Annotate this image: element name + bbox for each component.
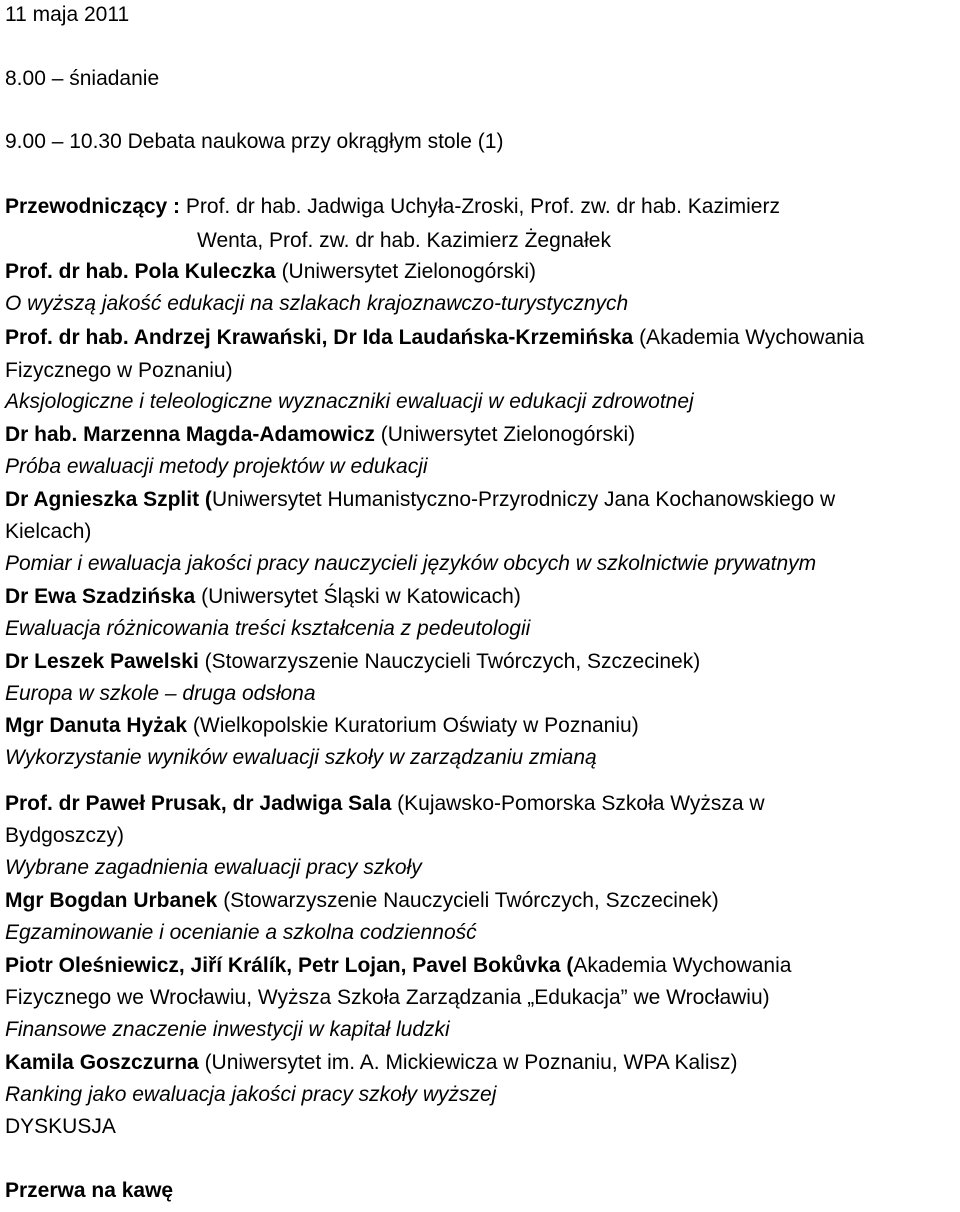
talk-author: Mgr Danuta Hyżak [5,714,188,737]
talk-affiliation: (Akademia Wychowania [633,326,865,349]
talk-author: Mgr Bogdan Urbanek [5,889,218,912]
talk-author: Prof. dr Paweł Prusak, dr Jadwiga Sala [5,792,392,815]
talk-author-line [5,649,700,675]
breakfast-item: 8.00 – śniadanie [5,67,160,90]
talk-author-line [5,791,765,817]
talk-affiliation-continued: Fizycznego we Wrocławiu, Wyższa Szkoła Zarządzania „Edukacja” we Wrocławiu) [5,986,770,1009]
talk-author: Prof. dr hab. Andrzej Krawański, Dr Ida Laudańska-Krzemińska [5,326,634,349]
date-heading: 11 maja 2011 [5,3,130,26]
talk-affiliation-continued: Kielcach) [5,520,92,543]
talk-author: Dr Leszek Pawelski [5,650,199,673]
talk-title: Wykorzystanie wyników ewaluacji szkoły w zarządzaniu zmianą [5,746,597,769]
talk-author: Dr Ewa Szadzińska [5,585,196,608]
talk-title: O wyższą jakość edukacji na szlakach krajoznawczo-turystycznych [5,292,629,315]
talk-author-line [5,325,864,351]
talk-affiliation: (Uniwersytet Zielonogórski) [275,260,536,283]
talk-author-line [5,487,835,513]
talk-author-line [5,259,536,285]
chairs-line [5,194,780,220]
talk-author: Kamila Goszczurna [5,1051,199,1074]
talk-title: Egzaminowanie i ocenianie a szkolna codzienność [5,921,477,944]
chairs-names: Prof. dr hab. Jadwiga Uchyła-Zroski, Prof. zw. dr hab. Kazimierz [185,195,780,218]
talk-author-line [5,422,635,448]
talk-affiliation: Akademia Wychowania [573,954,792,977]
talk-affiliation: (Wielkopolskie Kuratorium Oświaty w Poznaniu) [187,714,639,737]
talk-affiliation: (Uniwersytet Śląski w Katowicach) [195,585,521,608]
talk-affiliation: (Uniwersytet im. A. Mickiewicza w Poznaniu, WPA Kalisz) [198,1051,738,1074]
talk-author-line [5,713,639,739]
talk-author: Dr hab. Marzenna Magda-Adamowicz [5,423,375,446]
talk-affiliation: (Uniwersytet Zielonogórski) [374,423,636,446]
talk-title: Ewaluacja różnicowania treści kształcenia z pedeutologii [5,617,531,640]
talk-author-line [5,953,791,979]
coffee-break-heading: Przerwa na kawę [5,1179,174,1202]
talk-title: Finansowe znaczenie inwestycji w kapitał ludzki [5,1018,450,1041]
talk-title: Pomiar i ewaluacja jakości pracy nauczycieli języków obcych w szkolnictwie prywatnym [5,552,817,575]
talk-title: Europa w szkole – druga odsłona [5,682,316,705]
session-title: 9.00 – 10.30 Debata naukowa przy okrągłym stole (1) [5,130,504,153]
talk-affiliation-continued: Bydgoszczy) [5,824,125,847]
talk-title: Ranking jako ewaluacja jakości pracy szkoły wyższej [5,1083,497,1106]
talk-author-line [5,1050,738,1076]
chairs-label: Przewodniczący : [5,195,186,218]
talk-title: Wybrane zagadnienia ewaluacji pracy szkoły [5,856,422,879]
talk-affiliation: (Stowarzyszenie Nauczycieli Twórczych, Szczecinek) [198,650,701,673]
chairs-names-continued: Wenta, Prof. zw. dr hab. Kazimierz Żegnałek [197,229,611,252]
talk-author: Piotr Oleśniewicz, Jiří Králík, Petr Lojan, Pavel Bokůvka ( [5,954,574,977]
talk-affiliation: Uniwersytet Humanistyczno-Przyrodniczy Jana Kochanowskiego w [211,488,836,511]
talk-title: Aksjologiczne i teleologiczne wyznaczniki ewaluacji w edukacji zdrowotnej [5,390,694,413]
talk-author-line [5,888,719,914]
talk-author: Dr Agnieszka Szplit ( [5,488,212,511]
discussion-label: DYSKUSJA [5,1115,116,1138]
talk-affiliation: (Stowarzyszenie Nauczycieli Twórczych, Szczecinek) [217,889,719,912]
talk-title: Próba ewaluacji metody projektów w edukacji [5,455,428,478]
talk-author-line [5,584,521,610]
talk-author: Prof. dr hab. Pola Kuleczka [5,260,276,283]
talk-affiliation-continued: Fizycznego w Poznaniu) [5,359,233,382]
talk-affiliation: (Kujawsko-Pomorska Szkoła Wyższa w [391,792,765,815]
